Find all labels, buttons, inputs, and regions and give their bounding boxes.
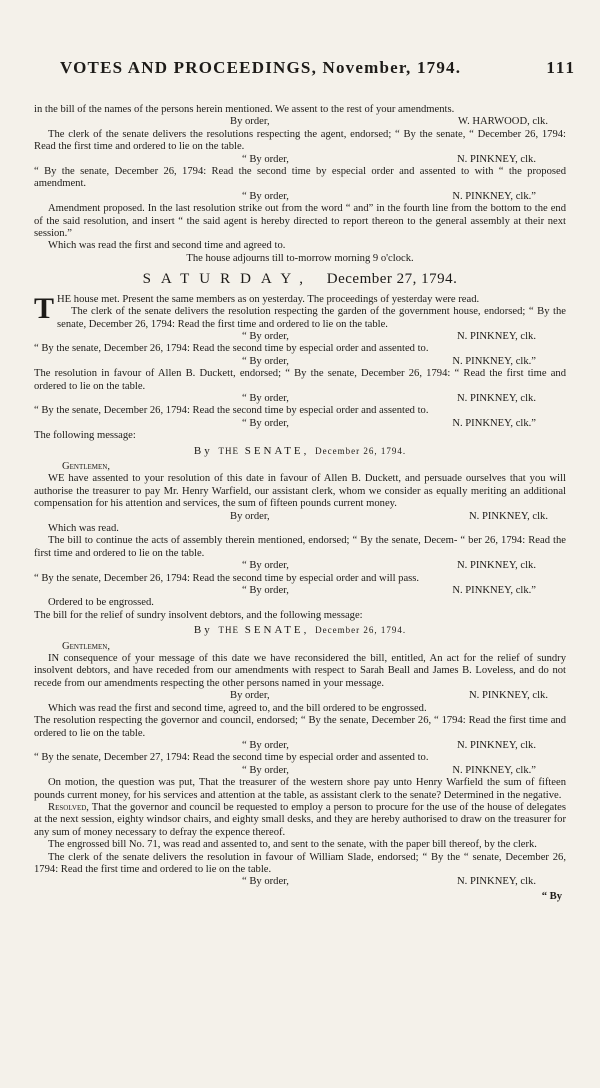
clerk-name: N. PINKNEY, clk. — [469, 510, 548, 522]
paragraph: Which was read the first and second time and agreed to. — [48, 240, 286, 252]
message-senate: SENATE, — [244, 444, 310, 457]
clerk-name: W. HARWOOD, clk. — [458, 116, 548, 128]
running-header — [60, 58, 576, 78]
paragraph: in the bill of the names of the persons herein mentioned. We assent to the rest of your amendments. — [34, 104, 455, 115]
message-the: THE — [218, 445, 239, 456]
clerk-name: N. PINKNEY, clk. — [457, 876, 536, 888]
paragraph: The resolution respecting the governor and council, endorsed; “ By the senate, December 26, “ 1794: Read the first time and ordered to lie on the table. — [34, 715, 566, 739]
salutation: Gentlemen, — [62, 460, 111, 472]
paragraph: The resolution in favour of Allen B. Duckett, endorsed; “ By the senate, December 26, 1794: “ Read the first time and ordered to lie on the table. — [34, 368, 566, 392]
page-number: 111 — [546, 58, 576, 77]
paragraph — [34, 802, 566, 839]
clerk-name: N. PINKNEY, clk. — [457, 330, 536, 342]
signature-line — [34, 154, 566, 166]
by-order: By order, — [230, 510, 270, 522]
message-date: December 26, 1794. — [315, 445, 407, 456]
signature-line — [34, 191, 566, 203]
signature-line — [34, 740, 566, 752]
clerk-name: N. PINKNEY, clk.” — [452, 355, 536, 367]
signature-line — [34, 690, 566, 702]
message-body: IN consequence of your message of this date we have reconsidered the bill, entitled, An act for the relief of sundry insolvent debtors, and have receded from our amendments with respect to Sarah Beall and James B. Loveless, and do not recede from our amendments respecting the other persons named in your message. — [34, 653, 566, 689]
paragraph: On motion, the question was put, That the treasurer of the western shore pay unto Henry Warfield the sum of fifteen pounds current money, for his services and attention at the table, as assistant clerk to the senate? Determined in the negative. — [34, 777, 566, 801]
by-order: “ By order, — [242, 585, 289, 597]
by-order: “ By order, — [242, 355, 289, 367]
clerk-name: N. PINKNEY, clk. — [457, 392, 536, 404]
resolved-label: Resolved, — [48, 801, 89, 813]
paragraph: The bill to continue the acts of assembly therein mentioned, endorsed; “ By the senate, Decem- “ ber 26, 1794: Read the first time and ordered to lie on the table. — [34, 535, 566, 559]
paragraph: Ordered to be engrossed. — [48, 597, 154, 609]
paragraph: Which was read the first and second time, agreed to, and the bill ordered to be engrossed. — [48, 702, 427, 714]
signature-line — [34, 876, 566, 888]
signature-line — [34, 585, 566, 597]
paragraph: The clerk of the senate delivers the resolutions respecting the agent, endorsed; “ By the senate, “ December 26, 1794: Read the first time and ordered to lie on the table. — [34, 128, 566, 153]
drop-cap: T — [34, 291, 55, 325]
paragraph: The clerk of the senate delivers the resolution in favour of William Slade, endorsed; “ By the “ senate, December 26, 1794: Read the first time and ordered to lie on the table. — [34, 851, 566, 875]
paragraph-text: HE house met. Present the same members as on yesterday. The proceedings of yesterday were read. — [57, 293, 480, 305]
paragraph-text: That the governor and council be requested to employ a person to procure for the use of the house of delegates at the next session, eighty windsor chairs, and eighty small desks, and they are hereby authorised to draw on the treasurer for any sum of money necessary to defray the expence thereof. — [34, 801, 566, 838]
by-order: By order, — [230, 116, 270, 128]
paragraph: Amendment proposed. In the last resolution strike out from the word “ and” in the fourth line from the bottom to the end of the said resolution, and insert “ the said agent is hereby directed to report thereon to the general assembly at their next session.” — [34, 203, 566, 240]
message-by: By — [193, 624, 213, 637]
signature-line — [34, 356, 566, 368]
paragraph: The house adjourns till to-morrow morning 9 o'clock. — [186, 252, 414, 264]
clerk-name: N. PINKNEY, clk.” — [452, 764, 536, 776]
message-heading — [34, 624, 566, 636]
by-order: “ By order, — [242, 417, 289, 429]
message-the: THE — [218, 625, 239, 636]
paragraph: The bill for the relief of sundry insolvent debtors, and the following message: — [34, 609, 363, 621]
signature-line — [34, 393, 566, 405]
clerk-name: N. PINKNEY, clk.” — [452, 585, 536, 597]
message-heading — [34, 445, 566, 457]
by-order: By order, — [230, 690, 270, 702]
by-order: “ By order, — [242, 739, 289, 751]
message-body: WE have assented to your resolution of this date in favour of Allen B. Duckett, and persuade ourselves that you will authorise the treasurer to pay Mr. Henry Warfield, our assistant clerk, whom we consider as equally meriting an additional compensation for his attention and services, the sum of fifteen pounds current money. — [34, 473, 566, 510]
signature-line — [34, 511, 566, 523]
by-order: “ By order, — [242, 330, 289, 342]
signature-line — [34, 765, 566, 777]
page-title: VOTES AND PROCEEDINGS, November, 1794. — [60, 58, 462, 77]
paragraph: “ By the senate, December 26, 1794: Read the second time by especial order and assented to. — [34, 343, 429, 355]
document-body — [34, 104, 566, 903]
paragraph: “ By the senate, December 26, 1794: Read the second time by especial order and assented to with “ the proposed amendment. — [34, 166, 566, 190]
paragraph: “ By the senate, December 26, 1794: Read the second time by especial order and will pass. — [34, 572, 420, 584]
paragraph: The engrossed bill No. 71, was read and assented to, and sent to the senate, with the paper bill thereof, by the clerk. — [48, 839, 537, 851]
clerk-name: N. PINKNEY, clk.” — [452, 417, 536, 429]
signature-line — [34, 560, 566, 572]
paragraph: Which was read. — [48, 523, 119, 534]
by-order: “ By order, — [242, 392, 289, 404]
message-senate: SENATE, — [244, 624, 310, 637]
signature-line — [34, 418, 566, 430]
signature-line — [34, 331, 566, 343]
message-date: December 26, 1794. — [315, 625, 407, 636]
clerk-name: N. PINKNEY, clk. — [457, 153, 536, 165]
day-date: December 27, 1794. — [326, 271, 458, 288]
paragraph: “ By the senate, December 27, 1794: Read the second time by especial order and assented to. — [34, 752, 429, 764]
catchword: “ By — [541, 890, 562, 902]
by-order: “ By order, — [242, 560, 289, 572]
day-heading — [34, 271, 566, 288]
by-order: “ By order, — [242, 153, 289, 165]
paragraph: The following message: — [34, 430, 136, 442]
day-name: SATURDAY, — [142, 271, 314, 288]
signature-line — [34, 116, 566, 128]
paragraph: The clerk of the senate delivers the resolution respecting the garden of the government house, endorsed; “ By the senate, December 26, 1794: Read the first time and ordered to lie on the table. — [57, 306, 566, 330]
clerk-name: N. PINKNEY, clk.” — [452, 190, 536, 202]
paragraph: “ By the senate, December 26, 1794: Read the second time by especial order and assented to. — [34, 405, 429, 417]
message-by: By — [193, 444, 213, 457]
clerk-name: N. PINKNEY, clk. — [457, 739, 536, 751]
clerk-name: N. PINKNEY, clk. — [469, 690, 548, 702]
by-order: “ By order, — [242, 876, 289, 888]
by-order: “ By order, — [242, 764, 289, 776]
by-order: “ By order, — [242, 190, 289, 202]
salutation: Gentlemen, — [62, 640, 111, 652]
clerk-name: N. PINKNEY, clk. — [457, 560, 536, 572]
